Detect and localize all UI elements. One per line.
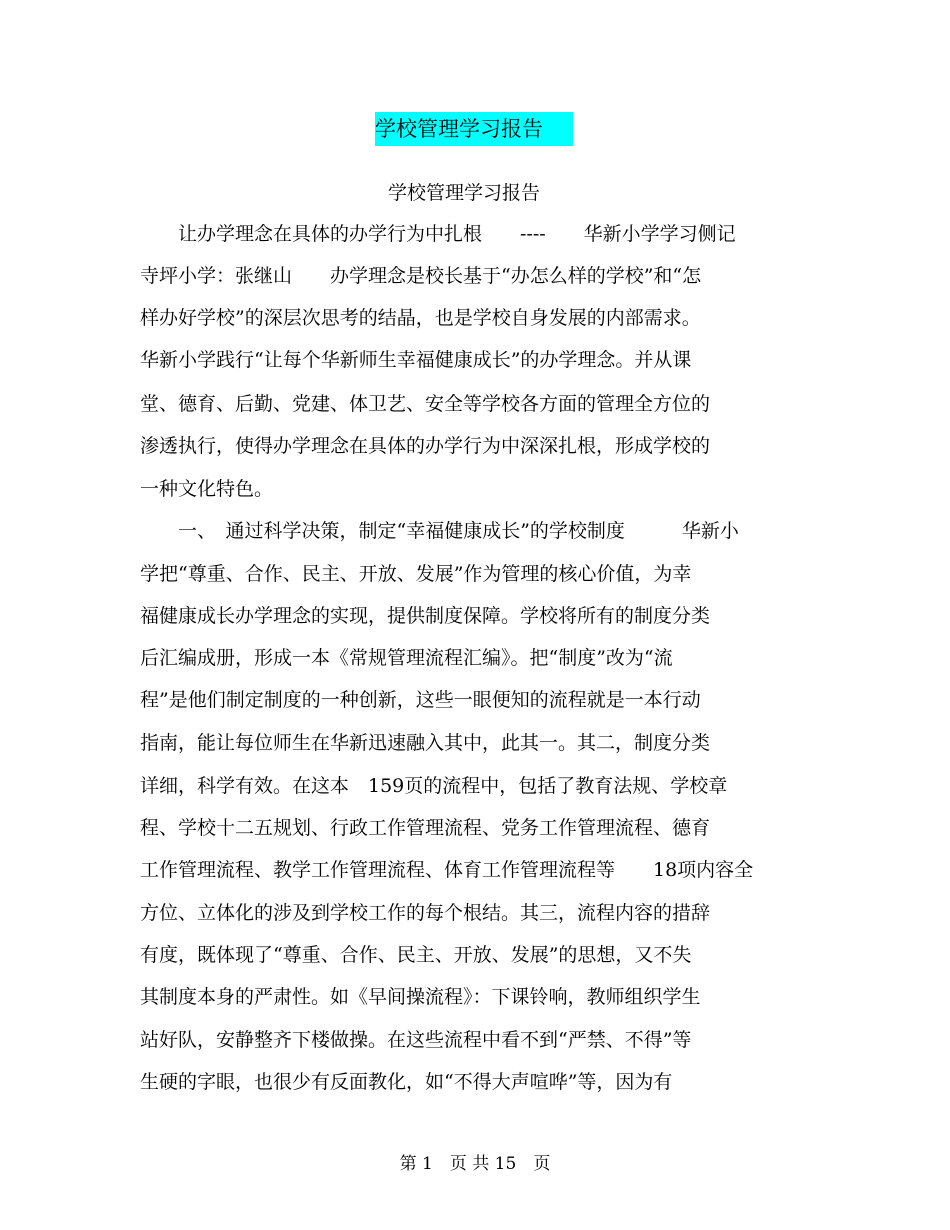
body-line: 学把“尊重、合作、民主、开放、发展”作为管理的核心价值，为幸	[140, 563, 692, 585]
body-line: 程”是他们制定制度的一种创新，这些一眼便知的流程就是一本行动	[140, 689, 701, 711]
document-heading: 学校管理学习报告	[375, 112, 573, 146]
body-line: 指南，能让每位师生在华新迅速融入其中，此其一。其二，制度分类	[140, 732, 711, 754]
body-line: 程、学校十二五规划、行政工作管理流程、党务工作管理流程、德育	[140, 817, 711, 839]
document-subtitle: 学校管理学习报告	[388, 182, 541, 204]
body-line: 有度，既体现了“尊重、合作、民主、开放、发展”的思想，又不失	[140, 944, 692, 966]
body-line: 寺坪小学：张继山 办学理念是校长基于“办怎么样的学校”和“怎	[140, 265, 702, 287]
body-line: 样办好学校”的深层次思考的结晶，也是学校自身发展的内部需求。	[140, 307, 701, 329]
body-line: 渗透执行，使得办学理念在具体的办学行为中深深扎根，形成学校的	[140, 435, 711, 457]
page-footer: 第 1 页 共 15 页	[399, 1154, 551, 1174]
body-line: 其制度本身的严肃性。如《早间操流程》：下课铃响，教师组织学生	[140, 986, 701, 1008]
body-line: 方位、立体化的涉及到学校工作的每个根结。其三，流程内容的措辞	[140, 902, 711, 924]
body-line: 让办学理念在具体的办学行为中扎根 ---- 华新小学学习侧记	[140, 223, 736, 245]
body-line: 工作管理流程、教学工作管理流程、体育工作管理流程等 18项内容全	[140, 859, 754, 881]
body-line: 生硬的字眼，也很少有反面教化，如“不得大声喧哗”等，因为有	[140, 1071, 673, 1093]
body-line: 详细，科学有效。在这本 159页的流程中，包括了教育法规、学校章	[140, 775, 728, 797]
body-line: 堂、德育、后勤、党建、体卫艺、安全等学校各方面的管理全方位的	[140, 393, 711, 415]
body-line: 一种文化特色。	[140, 478, 274, 500]
body-line: 一、 通过科学决策，制定“幸福健康成长”的学校制度 华新小	[140, 520, 739, 542]
body-line: 站好队，安静整齐下楼做操。在这些流程中看不到“严禁、不得”等	[140, 1029, 692, 1051]
body-line: 后汇编成册，形成一本《常规管理流程汇编》。把“制度”改为“流	[140, 647, 673, 669]
body-line: 华新小学践行“让每个华新师生幸福健康成长”的办学理念。并从课	[140, 349, 692, 371]
body-line: 福健康成长办学理念的实现，提供制度保障。学校将所有的制度分类	[140, 605, 711, 627]
